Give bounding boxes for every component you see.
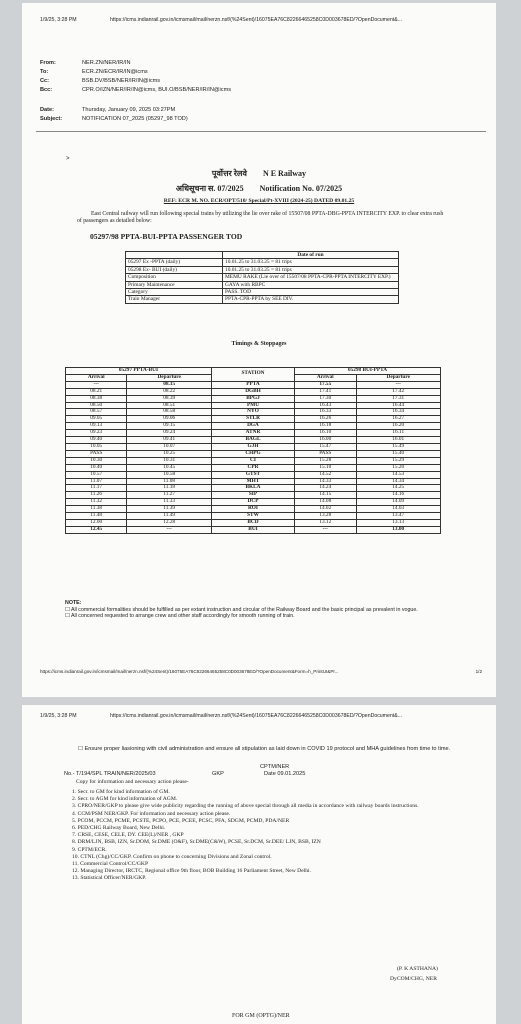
meta-value: ECR.ZN/ECR/IR/IN@icms xyxy=(82,69,148,75)
copy-list-item: 2. Secr. to AGM for kind information of AGM. xyxy=(72,796,178,802)
station-code: ROI xyxy=(211,506,294,513)
arrival-05297: 10.57 xyxy=(66,471,127,478)
date-value: Thursday, January 09, 2025 03:27PM xyxy=(82,107,176,113)
details-row xyxy=(126,274,399,281)
arrival-05297: 08.50 xyxy=(66,402,127,409)
arrival-05297: 10.40 xyxy=(66,464,127,471)
details-empty-cell xyxy=(126,252,223,259)
station-code: BPGJ xyxy=(211,395,294,402)
departure-05298: 15.29 xyxy=(356,457,441,464)
arrival-05297: 08.38 xyxy=(66,395,127,402)
for-line: FOR GM (OPTG)/NER xyxy=(232,1013,290,1019)
date-row xyxy=(40,107,175,113)
station-code: STW xyxy=(211,513,294,520)
meta-label: Cc: xyxy=(40,78,50,84)
departure-05297: --- xyxy=(127,526,211,533)
details-key: 05298 Ex- BUI (daily) xyxy=(126,266,223,273)
meta-row xyxy=(40,60,130,66)
departure-05297: 08.22 xyxy=(127,388,211,395)
timetable xyxy=(65,367,441,534)
meta-value: BSB.DV/BSB/NER/IR/IN@icms xyxy=(82,78,161,84)
arrival-05298: 13.12 xyxy=(295,519,356,526)
arrival-05298: PASS xyxy=(295,450,356,457)
meta-row xyxy=(40,69,148,75)
departure-05298: 13.00 xyxy=(356,526,441,533)
english-railway-name: N E Railway xyxy=(262,169,307,178)
departure-05297: 08.15 xyxy=(127,381,211,388)
print-datetime: 1/9/25, 3:28 PM xyxy=(40,713,77,719)
date-label: Date: xyxy=(40,107,54,113)
english-notification-no: Notification No. 07/2025 xyxy=(259,184,343,193)
arrival-05297: 12.00 xyxy=(66,519,127,526)
arrival-05298: --- xyxy=(295,526,356,533)
timetable-row xyxy=(66,526,441,533)
arrival-05297: 11.07 xyxy=(66,478,127,485)
arrival-05297: 09.13 xyxy=(66,423,127,430)
notes-section xyxy=(65,600,481,620)
arrival-05298: 16.26 xyxy=(295,416,356,423)
notification-heading xyxy=(22,183,496,194)
departure-05297: 11.33 xyxy=(127,499,211,506)
details-row xyxy=(126,296,399,303)
arrival-05298: 17.41 xyxy=(295,388,356,395)
station-code: GJH xyxy=(211,443,294,450)
copy-list-item: 6. PED/CHG Railway Board, New Delhi. xyxy=(72,825,166,831)
departure-05298: --- xyxy=(356,381,441,388)
arrival-05297: 09.23 xyxy=(66,430,127,437)
signatory-name: (P. K ASTHANA) xyxy=(397,966,438,972)
intro-paragraph: East Central railway will run following special trains by utilizing the lie over rake of 15507/08 PPTA-DBG-PPTA INTERCITY EXP. to clear extra rush of passengers as detailed below: xyxy=(77,211,444,224)
arrival-05298: 16.10 xyxy=(295,430,356,437)
station-code: CPR xyxy=(211,464,294,471)
arrival-05297: 11.48 xyxy=(66,513,127,520)
details-header-row xyxy=(126,252,399,259)
note-label: NOTE: xyxy=(65,600,82,606)
arrival-05297: 11.17 xyxy=(66,485,127,492)
departure-05297: 10.07 xyxy=(127,443,211,450)
station-code: BKLA xyxy=(211,485,294,492)
arrival-05298: 16.33 xyxy=(295,409,356,416)
departure-05298: 14.34 xyxy=(356,478,441,485)
arrival-05298: 14.02 xyxy=(295,506,356,513)
checkbox-icon: ☐ xyxy=(65,606,71,613)
departure-05297: 08.39 xyxy=(127,395,211,402)
departure-05298: 17.42 xyxy=(356,388,441,395)
station-code: DCP xyxy=(211,499,294,506)
details-value: PPTA-CPR-PPTA by SEE DIV. xyxy=(223,296,399,303)
ref-number: No.- T/194/SPL TRAIN/NER/2025/03 xyxy=(64,771,156,777)
arrival-05298: 14.24 xyxy=(295,485,356,492)
hindi-railway-name: पूर्वोत्तर रेलवे xyxy=(211,169,247,178)
arrival-05297: 12.45 xyxy=(66,526,127,533)
arrival-05298: 15.28 xyxy=(295,457,356,464)
meta-label: Bcc: xyxy=(40,87,53,93)
station-code: DGBH xyxy=(211,388,294,395)
cptm-label: CPTM/NER xyxy=(260,764,290,770)
arrival-05298: 16.00 xyxy=(295,437,356,444)
arrival-05297: 10.30 xyxy=(66,457,127,464)
departure-05298: 14.03 xyxy=(356,506,441,513)
copy-list-item: 12. Managing Director, IRCTC, Regional office 9th floor, BOB Building 16 Parliament Street, New Delhi. xyxy=(72,868,312,874)
departure-05297: 09.15 xyxy=(127,423,211,430)
station-code: SIP xyxy=(211,492,294,499)
copy-line: Copy for information and necessary action please- xyxy=(76,779,189,785)
departure-05298: 15.20 xyxy=(356,464,441,471)
checkbox-icon: ☐ xyxy=(65,613,71,620)
railway-heading xyxy=(22,168,496,179)
arrival-05297: 09.05 xyxy=(66,416,127,423)
details-row xyxy=(126,289,399,296)
copy-list-item: 5. PCOM, PCCM, PCME, PCSTE, PCPO, PCE, PCEE, PCSC, PFA, SDGM, PCMD, PDA/NER xyxy=(72,818,290,824)
arrival-05297: --- xyxy=(66,381,127,388)
departure-05297: 10.25 xyxy=(127,450,211,457)
ref-date: Date 09.01.2025 xyxy=(264,771,306,777)
copy-list-item: 7. CRSE, CESE, CELE, DY. CEE(L)/NER , GKP xyxy=(72,832,184,838)
arrival-05298: 16.43 xyxy=(295,402,356,409)
departure-05297: 11.27 xyxy=(127,492,211,499)
departure-05298: 16.20 xyxy=(356,423,441,430)
timings-title: Timings & Stoppages xyxy=(231,341,287,347)
note-item: All commercial formalities should be fulfilled as per extant instruction and circular of the Railway Board and the basic principal as prevalent in vogue. xyxy=(70,606,418,613)
arrival-05298: 14.08 xyxy=(295,499,356,506)
tt-header-arrival: Arrival xyxy=(295,374,356,381)
arrival-05297: 09.40 xyxy=(66,437,127,444)
meta-row xyxy=(40,87,231,93)
tt-header-departure: Departure xyxy=(356,374,441,381)
copy-list-item: 8. DRM/LJN, BSB, IZN, Sr.DOM, Sr.DME (O&F), Sr.DME(C&W), PCSE, Sr.DCM, Sr.DEE/ LJN, BSB, IZN xyxy=(72,839,321,845)
train-details-table xyxy=(125,251,399,304)
departure-05298: 14.53 xyxy=(356,471,441,478)
departure-05297: 09.06 xyxy=(127,416,211,423)
tt-header-station: STATION xyxy=(211,368,294,382)
departure-05298: 14.25 xyxy=(356,485,441,492)
tt-header-departure: Departure xyxy=(127,374,211,381)
departure-05297: 11.49 xyxy=(127,513,211,520)
departure-05297: 09.24 xyxy=(127,430,211,437)
print-url: https://icms.indianrail.gov.in/icmsmail/mail/nerzn.nsf/(%24Sent)/16075EA76C82266465258C0D003678ED/?OpenDocument&... xyxy=(110,17,403,23)
station-code: BAGL xyxy=(211,437,294,444)
details-value: PASS. TOD xyxy=(223,289,399,296)
meta-label: From: xyxy=(40,60,56,66)
departure-05297: 12.28 xyxy=(127,519,211,526)
details-row xyxy=(126,281,399,288)
covid-note xyxy=(64,746,484,753)
details-key: Composition xyxy=(126,274,223,281)
tt-header-arrival: Arrival xyxy=(66,374,127,381)
arrival-05298: 16.18 xyxy=(295,423,356,430)
train-title: 05297/98 PPTA-BUI-PPTA PASSENGER TOD xyxy=(90,232,243,241)
departure-05297: 08.51 xyxy=(127,402,211,409)
departure-05298: 16.44 xyxy=(356,402,441,409)
station-code: BCD xyxy=(211,519,294,526)
departure-05297: 10.58 xyxy=(127,471,211,478)
arrival-05297: 08.21 xyxy=(66,388,127,395)
station-code: PMU xyxy=(211,402,294,409)
details-key: Train Manager xyxy=(126,296,223,303)
departure-05297: 10.31 xyxy=(127,457,211,464)
print-url: https://icms.indianrail.gov.in/icmsmail/mail/nerzn.nsf/(%24Sent)/16075EA76C82266465258C0D003678ED/?OpenDocument&... xyxy=(110,713,403,719)
departure-05298: 13.13 xyxy=(356,519,441,526)
subject-label: Subject: xyxy=(40,116,63,122)
tt-header-05297: 05297 PPTA-BUI xyxy=(66,368,212,375)
footer-url: https://icms.indianrail.gov.in/icmsmail/mail/nerzn.nsf/(%24Sent)/16075EA76C82266465258C0D003678ED/?OpenDocument&Form=h_PrintUI&Pr... xyxy=(40,669,339,674)
arrival-05298: 17.55 xyxy=(295,381,356,388)
departure-05297: 11.18 xyxy=(127,485,211,492)
departure-05298: 15.40 xyxy=(356,450,441,457)
arrival-05298: 13.28 xyxy=(295,513,356,520)
details-value: GAYA with RBPC xyxy=(223,281,399,288)
details-value: 10.01.25 to 31.03.25 = 81 trips xyxy=(223,259,399,266)
meta-value: CPR.O/IZN/NER/IR/IN@icms, BUI.O/BSB/NER/IR/IN@icms xyxy=(82,87,232,93)
tt-header-05298: 05298 BUI-PPTA xyxy=(295,368,441,375)
departure-05297: 08.58 xyxy=(127,409,211,416)
details-key: Category xyxy=(126,289,223,296)
departure-05297: 11.39 xyxy=(127,506,211,513)
signatory-title: DyCOM/CHG, NER xyxy=(390,976,437,982)
covid-note-text: Ensure proper liasioning with civil administration and ensure all stipulation as laid down in COVID 19 protocol and MHA guidelines from time to time. xyxy=(84,746,451,752)
departure-05298: 13.47 xyxy=(356,513,441,520)
arrival-05297: PASS xyxy=(66,450,127,457)
details-row xyxy=(126,259,399,266)
arrival-05297: 11.38 xyxy=(66,506,127,513)
station-code: PPTA xyxy=(211,381,294,388)
departure-05298: 14.09 xyxy=(356,499,441,506)
departure-05298: 16.11 xyxy=(356,430,441,437)
print-header xyxy=(40,17,482,23)
departure-05298: 17.31 xyxy=(356,395,441,402)
details-key: 05297 Ex -PPTA (daily) xyxy=(126,259,223,266)
arrival-05298: 15.10 xyxy=(295,464,356,471)
departure-05297: 11.08 xyxy=(127,478,211,485)
arrival-05298: 17.30 xyxy=(295,395,356,402)
timetable-row xyxy=(66,395,441,402)
station-code: NYO xyxy=(211,409,294,416)
reference-line: REF: ECR M. NO. ECR/OPT/510/ Special/Pt-XVIII (2024-25) DATED 09.01.25 xyxy=(163,198,355,204)
departure-05298: 16.34 xyxy=(356,409,441,416)
copy-list-item: 9. CPTM/ECR. xyxy=(72,847,107,853)
print-header xyxy=(40,713,482,719)
hindi-notification-no: अधिसूचना स. 07/2025 xyxy=(175,184,244,193)
copy-list-item: 13. Statistical Officer/NER/GKP. xyxy=(72,875,147,881)
copy-list-item: 4. CCM/PSM NER/GKP. For information and necessary action please. xyxy=(72,811,231,817)
departure-05298: 16.01 xyxy=(356,437,441,444)
ref-office: GKP xyxy=(212,771,224,777)
document-page-2 xyxy=(22,705,496,1024)
station-code: STLR xyxy=(211,416,294,423)
copy-list-item: 10. CTNL (Chg)/CC/GKP. Confirm on phone to concerning Divisions and Zonal control. xyxy=(72,854,272,860)
copy-list-item: 1. Secr. to GM for kind information of GM. xyxy=(72,789,170,795)
reference-row xyxy=(64,771,484,777)
station-code: MHT xyxy=(211,478,294,485)
station-code: GTST xyxy=(211,471,294,478)
note-item: All concerned requested to arrange crew and other staff accordingly for smooth running of train. xyxy=(70,613,295,620)
checkbox-icon: ☐ xyxy=(78,746,85,752)
departure-05297: 10.45 xyxy=(127,464,211,471)
station-code: CHPG xyxy=(211,450,294,457)
arrival-05297: 11.32 xyxy=(66,499,127,506)
arrival-05298: 14.15 xyxy=(295,492,356,499)
copy-list-item: 11. Commercial Control/CC/GKP xyxy=(72,861,149,867)
subject-value: NOTIFICATION 07_2025 (05297_98 TOD) xyxy=(82,116,188,122)
arrival-05298: 15.47 xyxy=(295,443,356,450)
copy-list xyxy=(72,789,482,882)
departure-05298: 15.49 xyxy=(356,443,441,450)
print-datetime: 1/9/25, 3:28 PM xyxy=(40,17,77,23)
subject-row xyxy=(40,116,188,122)
station-code: BUI xyxy=(211,526,294,533)
document-page-1 xyxy=(22,3,496,697)
details-row xyxy=(126,266,399,273)
timetable-row xyxy=(66,471,441,478)
meta-label: To: xyxy=(40,69,49,75)
departure-05298: 14.16 xyxy=(356,492,441,499)
departure-05297: 09.41 xyxy=(127,437,211,444)
arrival-05297: 10.05 xyxy=(66,443,127,450)
departure-05298: 16.27 xyxy=(356,416,441,423)
details-value: MEMU RAKE (Lie over of 15507/08 PPTA-CPR-PPTA INTERCITY EXP.) xyxy=(223,274,399,281)
meta-value: NER.ZN/NER/IR/IN xyxy=(82,60,131,66)
station-code: CI xyxy=(211,457,294,464)
meta-row xyxy=(40,78,160,84)
details-key: Primary Maintenance xyxy=(126,281,223,288)
station-code: DGA xyxy=(211,423,294,430)
arrival-05298: 14.33 xyxy=(295,478,356,485)
details-header: Date of run xyxy=(223,252,399,259)
arrival-05298: 14.52 xyxy=(295,471,356,478)
arrival-05297: 11.26 xyxy=(66,492,127,499)
page-number: 1/2 xyxy=(475,669,482,674)
arrival-05297: 08.57 xyxy=(66,409,127,416)
copy-list-item: 3. CPRO/NER/GKP to please give wide publicity regarding the running of above special through all media in accordance with railway boards instructions. xyxy=(72,803,419,809)
details-value: 10.01.25 to 31.03.25 = 81 trips xyxy=(223,266,399,273)
divider xyxy=(36,131,486,132)
chevron-right-icon: > xyxy=(66,156,70,162)
station-code: ATNR xyxy=(211,430,294,437)
